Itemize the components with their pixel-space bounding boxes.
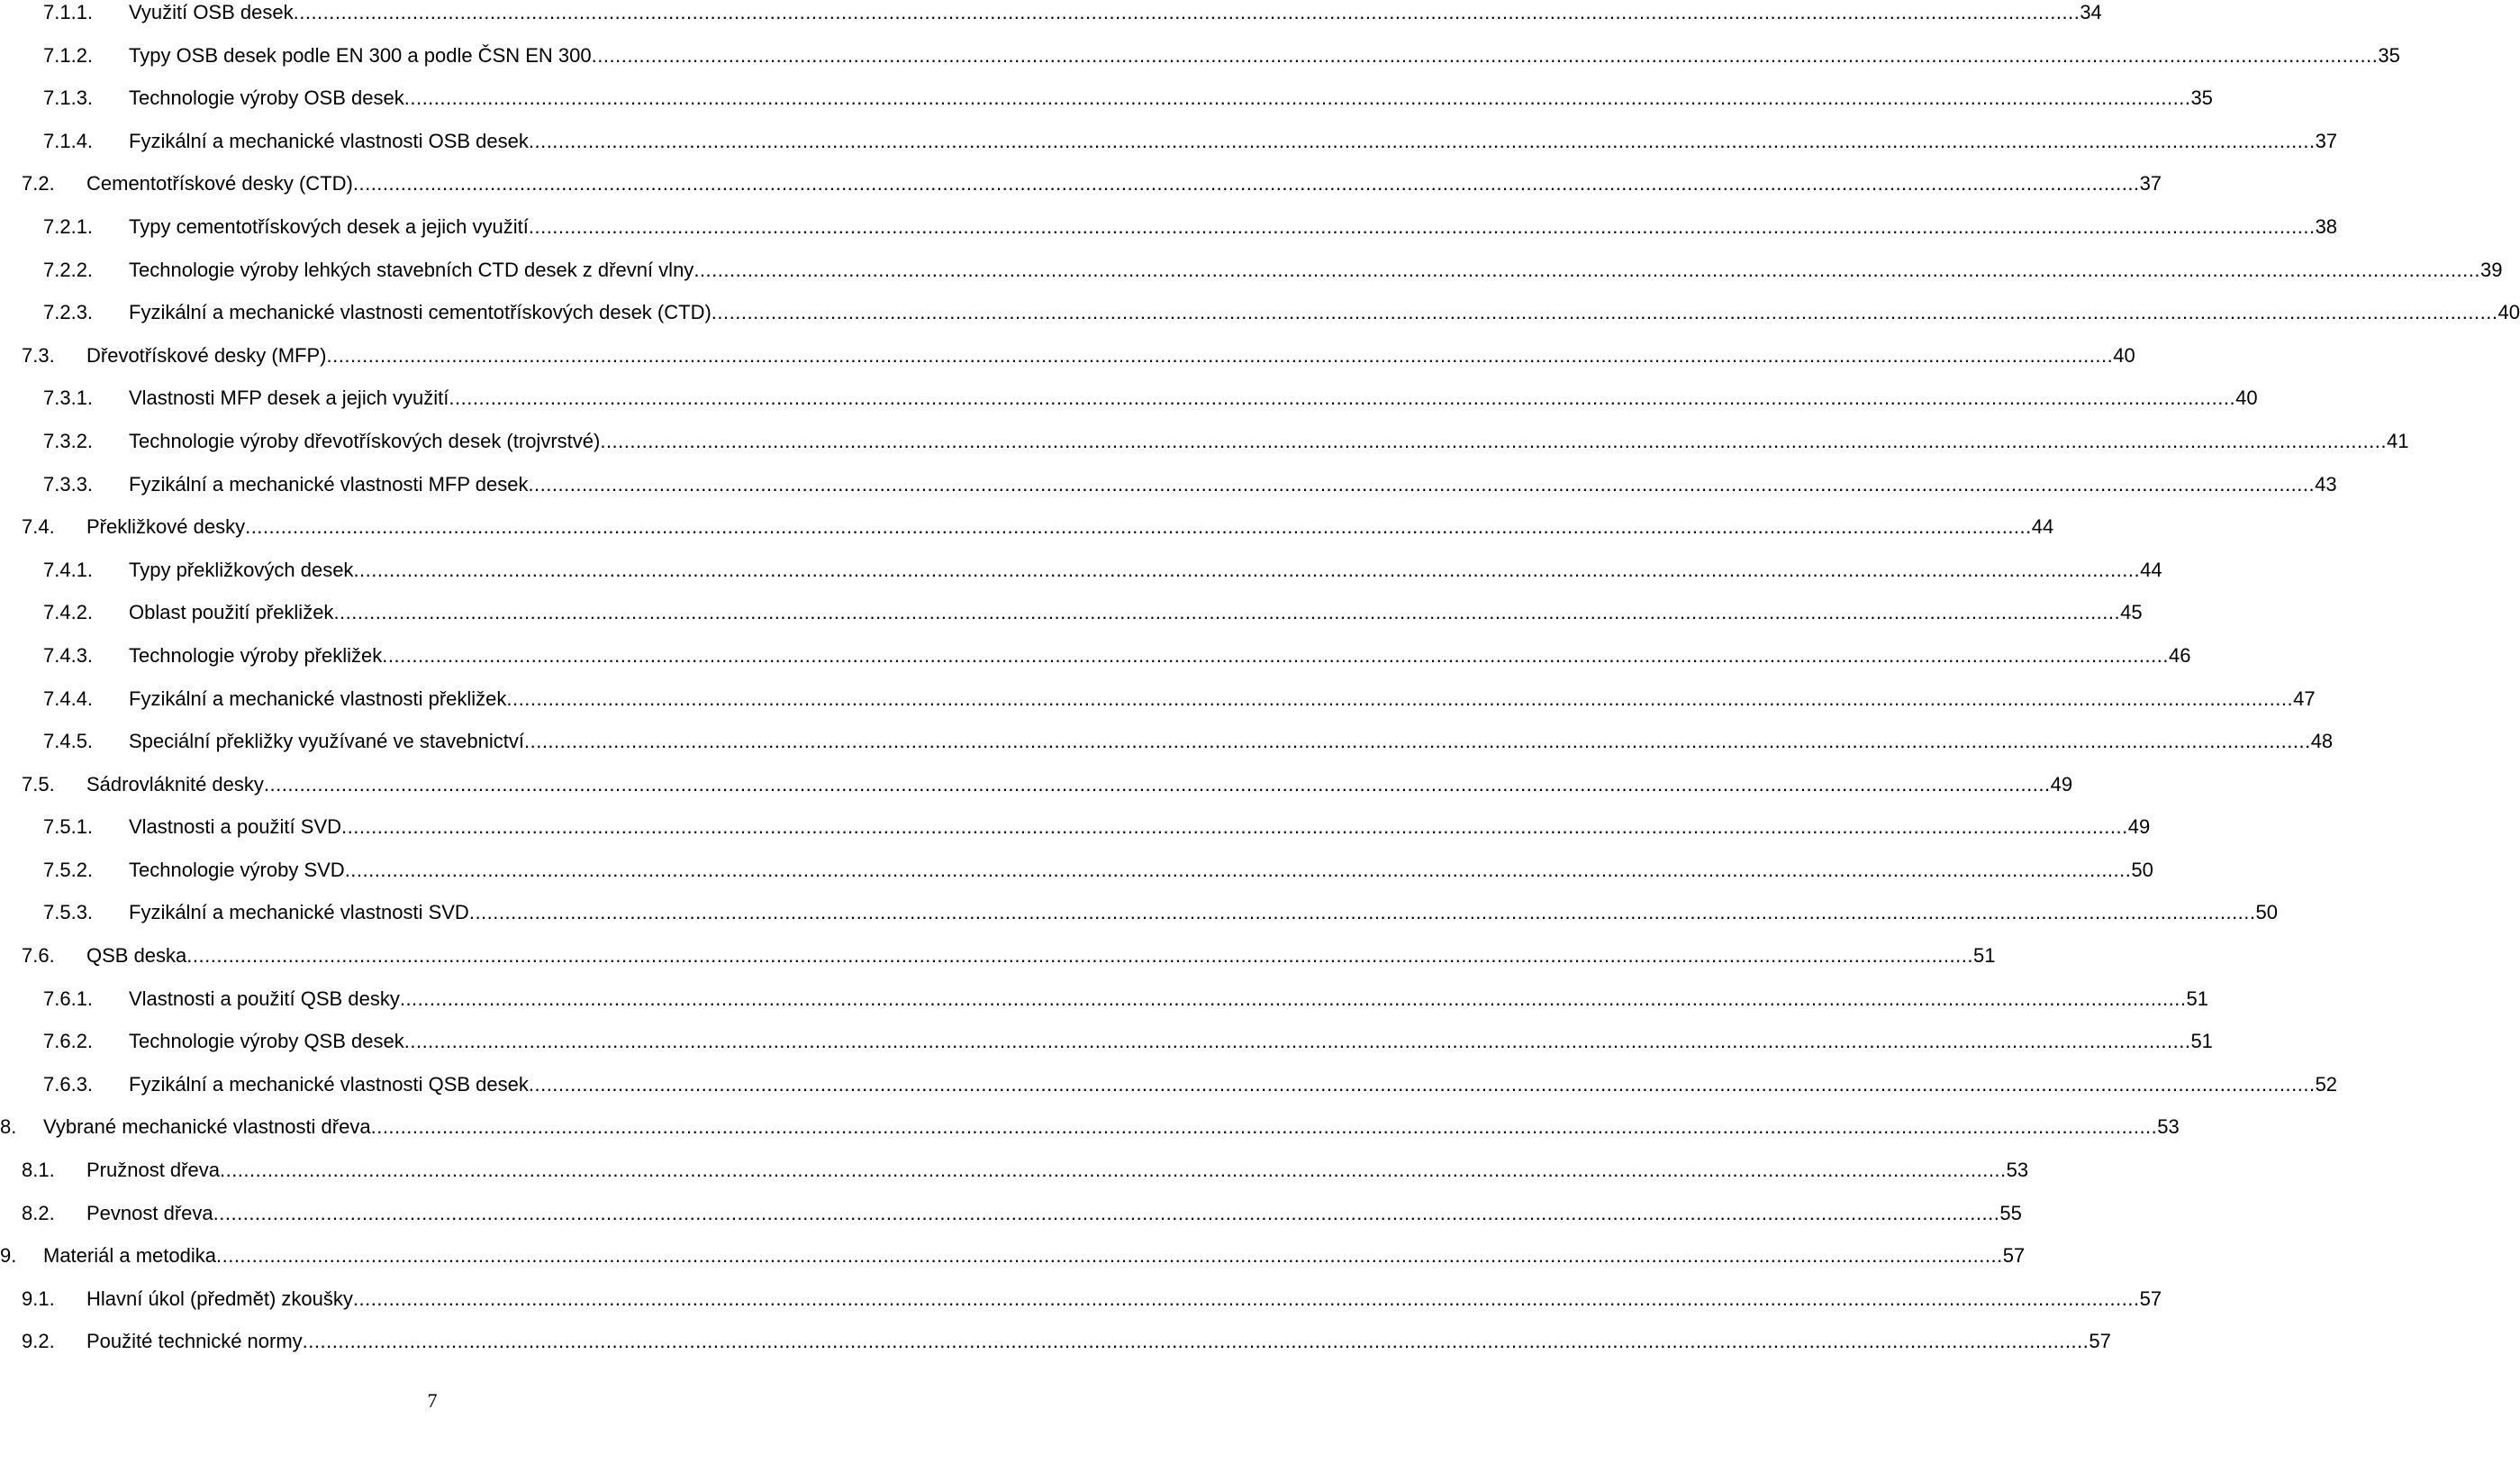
toc-entry-title: Fyzikální a mechanické vlastnosti překližek bbox=[129, 687, 507, 710]
toc-dot-leader: ............................................................................................................................................................................................................................................................................................................ bbox=[353, 558, 2141, 581]
toc-entry[interactable] bbox=[0, 978, 2209, 1021]
toc-entry-line bbox=[129, 1020, 2213, 1063]
toc-entry-number: 7.5.2. bbox=[43, 858, 94, 881]
toc-entry-line bbox=[129, 549, 2162, 592]
toc-entry-page: 57 bbox=[2139, 1287, 2162, 1310]
toc-entry-page: 40 bbox=[2497, 301, 2520, 324]
toc-entry-title: Vlastnosti MFP desek a jejich využití bbox=[129, 386, 449, 410]
toc-entry-number: 7.4.5. bbox=[43, 730, 94, 753]
toc-entry-title: QSB deska bbox=[86, 944, 187, 968]
toc-entry[interactable] bbox=[0, 1320, 2111, 1363]
toc-entry-title: Technologie výroby SVD bbox=[129, 858, 345, 881]
toc-entry[interactable] bbox=[0, 377, 2258, 420]
toc-entry-page: 39 bbox=[2480, 258, 2503, 281]
toc-entry-line bbox=[129, 591, 2143, 634]
toc-entry-line bbox=[129, 120, 2338, 163]
toc-dot-leader: ............................................................................................................................................................................................................................................................................................................ bbox=[213, 1201, 2000, 1224]
toc-entry-line bbox=[129, 291, 2520, 334]
toc-dot-leader: ............................................................................................................................................................................................................................................................................................................ bbox=[506, 687, 2294, 710]
toc-entry-page: 35 bbox=[2190, 86, 2213, 110]
toc-entry[interactable] bbox=[0, 1105, 2180, 1149]
toc-entry-title: Typy překližkových desek bbox=[129, 558, 354, 581]
toc-entry-page: 37 bbox=[2315, 129, 2338, 152]
toc-entry-line bbox=[129, 0, 2102, 34]
toc-entry-title: Dřevotřískové desky (MFP) bbox=[86, 343, 327, 367]
toc-entry-line bbox=[129, 805, 2151, 849]
toc-entry[interactable] bbox=[0, 0, 2102, 34]
toc-entry-title: Pevnost dřeva bbox=[86, 1201, 213, 1224]
toc-entry-line bbox=[129, 1063, 2338, 1106]
toc-entry-page: 35 bbox=[2378, 43, 2400, 67]
toc-entry-line bbox=[129, 720, 2334, 763]
toc-entry-number: 7.1.1. bbox=[43, 1, 94, 23]
toc-entry-title: Pružnost dřeva bbox=[86, 1159, 220, 1182]
toc-entry[interactable] bbox=[0, 249, 2503, 292]
toc-entry[interactable] bbox=[0, 463, 2337, 506]
toc-entry-number: 7.6.2. bbox=[43, 1030, 94, 1053]
toc-dot-leader: ............................................................................................................................................................................................................................................................................................................ bbox=[528, 129, 2316, 152]
toc-entry[interactable] bbox=[0, 849, 2153, 892]
toc-entry-title: Hlavní úkol (předmět) zkoušky bbox=[86, 1287, 353, 1310]
toc-entry-number: 7.6.1. bbox=[43, 987, 94, 1010]
toc-entry-page: 50 bbox=[2131, 858, 2153, 881]
toc-entry-number: 7.3. bbox=[22, 343, 55, 367]
toc-dot-leader: ............................................................................................................................................................................................................................................................................................................ bbox=[528, 1072, 2316, 1096]
toc-entry-number: 7.6.3. bbox=[43, 1072, 94, 1096]
toc-entry[interactable] bbox=[0, 77, 2213, 120]
toc-entry-page: 51 bbox=[2190, 1030, 2213, 1053]
toc-entry[interactable] bbox=[0, 1020, 2213, 1063]
toc-entry[interactable] bbox=[0, 1192, 2022, 1235]
toc-entry-line bbox=[129, 377, 2258, 420]
toc-entry-title: Fyzikální a mechanické vlastnosti QSB desek bbox=[129, 1072, 529, 1096]
toc-dot-leader: ............................................................................................................................................................................................................................................................................................................ bbox=[591, 43, 2379, 67]
toc-entry-number: 7.5. bbox=[22, 772, 55, 796]
toc-entry-page: 49 bbox=[2050, 772, 2073, 796]
toc-dot-leader: ............................................................................................................................................................................................................................................................................................................ bbox=[523, 730, 2311, 753]
toc-entry-page: 47 bbox=[2293, 687, 2316, 710]
toc-entry-number: 7.4.3. bbox=[43, 643, 94, 667]
toc-entry-line bbox=[86, 162, 2162, 205]
toc-entry-page: 48 bbox=[2310, 730, 2334, 753]
toc-dot-leader: ............................................................................................................................................................................................................................................................................................................ bbox=[403, 86, 2191, 110]
toc-entry[interactable] bbox=[0, 205, 2338, 249]
toc-entry-page: 43 bbox=[2315, 472, 2337, 496]
toc-entry-line bbox=[86, 934, 1996, 978]
toc-dot-leader: ............................................................................................................................................................................................................................................................................................................ bbox=[293, 1, 2080, 23]
toc-entry-title: Speciální překližky využívané ve stavebnictví bbox=[129, 730, 524, 753]
toc-entry-title: Vlastnosti a použití SVD bbox=[129, 815, 342, 839]
toc-dot-leader: ............................................................................................................................................................................................................................................................................................................ bbox=[352, 1287, 2140, 1310]
toc-entry-line bbox=[86, 763, 2073, 806]
toc-entry-line bbox=[129, 420, 2409, 463]
toc-entry-page: 37 bbox=[2139, 172, 2162, 196]
toc-dot-leader: ............................................................................................................................................................................................................................................................................................................ bbox=[263, 772, 2051, 796]
toc-entry-page: 51 bbox=[1972, 944, 1996, 968]
toc-entry-line bbox=[129, 205, 2338, 249]
toc-entry[interactable] bbox=[0, 934, 1996, 978]
toc-entry-line bbox=[43, 1234, 2026, 1278]
toc-entry-page: 51 bbox=[2186, 987, 2209, 1010]
toc-entry[interactable] bbox=[0, 805, 2151, 849]
toc-entry-line bbox=[129, 849, 2153, 892]
toc-entry-page: 52 bbox=[2315, 1072, 2338, 1096]
toc-entry[interactable] bbox=[0, 1234, 2026, 1278]
toc-entry-number: 7.5.3. bbox=[43, 901, 94, 924]
toc-entry-title: Využití OSB desek bbox=[129, 1, 294, 23]
toc-entry-number: 7.5.1. bbox=[43, 815, 94, 839]
toc-dot-leader: ............................................................................................................................................................................................................................................................................................................ bbox=[449, 386, 2236, 410]
toc-entry-line bbox=[129, 463, 2337, 506]
toc-entry-title: Technologie výroby lehkých stavebních CTD desek z dřevní vlny bbox=[129, 258, 694, 281]
toc-entry[interactable] bbox=[0, 334, 2135, 377]
toc-dot-leader: ............................................................................................................................................................................................................................................................................................................ bbox=[302, 1330, 2089, 1353]
toc-entry-title: Technologie výroby QSB desek bbox=[129, 1030, 404, 1053]
toc-entry[interactable] bbox=[0, 420, 2409, 463]
toc-entry[interactable] bbox=[0, 505, 2054, 549]
toc-entry-page: 40 bbox=[2113, 343, 2135, 367]
toc-entry-number: 7.2.1. bbox=[43, 214, 94, 238]
toc-entry-line bbox=[129, 891, 2279, 934]
toc-entry-number: 7.2. bbox=[22, 172, 55, 196]
toc-entry-number: 9.2. bbox=[22, 1330, 55, 1353]
toc-dot-leader: ............................................................................................................................................................................................................................................................................................................ bbox=[344, 858, 2132, 881]
toc-entry[interactable] bbox=[0, 549, 2162, 592]
toc-dot-leader: ............................................................................................................................................................................................................................................................................................................ bbox=[370, 1115, 2158, 1139]
toc-dot-leader: ............................................................................................................................................................................................................................................................................................................ bbox=[600, 429, 2388, 452]
toc-entry-page: 46 bbox=[2168, 643, 2191, 667]
toc-entry[interactable] bbox=[0, 891, 2279, 934]
toc-entry[interactable] bbox=[0, 34, 2400, 77]
toc-entry-line bbox=[129, 77, 2213, 120]
toc-entry-number: 9. bbox=[0, 1244, 17, 1268]
toc-entry-title: Překližkové desky bbox=[86, 515, 246, 539]
toc-entry-line bbox=[86, 505, 2054, 549]
toc-entry-page: 44 bbox=[2031, 515, 2054, 539]
toc-entry-title: Technologie výroby dřevotřískových desek (trojvrstvé) bbox=[129, 429, 601, 452]
toc-entry-line bbox=[86, 1192, 2022, 1235]
toc-entry-number: 7.4.1. bbox=[43, 558, 94, 581]
toc-dot-leader: ............................................................................................................................................................................................................................................................................................................ bbox=[219, 1159, 2007, 1182]
toc-entry-line bbox=[86, 1149, 2029, 1192]
toc-entry-number: 8.2. bbox=[22, 1201, 55, 1224]
toc-entry-page: 49 bbox=[2127, 815, 2151, 839]
toc-entry-page: 34 bbox=[2080, 1, 2102, 23]
toc-entry-line bbox=[86, 1320, 2111, 1363]
toc-dot-leader: ............................................................................................................................................................................................................................................................................................................ bbox=[382, 643, 2169, 667]
toc-entry[interactable] bbox=[0, 634, 2191, 677]
toc-entry-line bbox=[86, 334, 2135, 377]
toc-entry-number: 7.1.4. bbox=[43, 129, 94, 152]
toc-entry-line bbox=[129, 249, 2503, 292]
toc-entry-title: Technologie výroby překližek bbox=[129, 643, 383, 667]
toc-entry-title: Cementotřískové desky (CTD) bbox=[86, 172, 353, 196]
toc-entry-number: 7.3.1. bbox=[43, 386, 94, 410]
toc-entry[interactable] bbox=[0, 677, 2316, 721]
toc-entry[interactable] bbox=[0, 162, 2162, 205]
toc-entry-number: 9.1. bbox=[22, 1287, 55, 1310]
toc-entry-number: 8.1. bbox=[22, 1159, 55, 1182]
toc-entry[interactable] bbox=[0, 720, 2334, 763]
toc-entry-page: 38 bbox=[2315, 214, 2338, 238]
toc-entry-line bbox=[129, 634, 2191, 677]
toc-entry-page: 50 bbox=[2255, 901, 2279, 924]
toc-entry-line bbox=[129, 677, 2316, 721]
toc-entry-title: Použité technické normy bbox=[86, 1330, 303, 1353]
toc-dot-leader: ............................................................................................................................................................................................................................................................................................................ bbox=[215, 1244, 2003, 1268]
toc-entry-page: 53 bbox=[2006, 1159, 2029, 1182]
toc-entry-number: 8. bbox=[0, 1115, 17, 1139]
toc-entry-line bbox=[129, 34, 2400, 77]
toc-entry[interactable] bbox=[0, 763, 2073, 806]
toc-entry-number: 7.1.3. bbox=[43, 86, 94, 110]
toc-dot-leader: ............................................................................................................................................................................................................................................................................................................ bbox=[352, 172, 2140, 196]
toc-entry-number: 7.1.2. bbox=[43, 43, 94, 67]
toc-dot-leader: ............................................................................................................................................................................................................................................................................................................ bbox=[403, 1030, 2191, 1053]
toc-entry-page: 41 bbox=[2387, 429, 2409, 452]
toc-entry-title: Oblast použití překližek bbox=[129, 601, 334, 624]
toc-entry[interactable] bbox=[0, 1063, 2338, 1106]
toc-entry-page: 55 bbox=[1999, 1201, 2022, 1224]
toc-entry-title: Technologie výroby OSB desek bbox=[129, 86, 404, 110]
toc-entry-title: Typy cementotřískových desek a jejich využití bbox=[129, 214, 529, 238]
toc-entry[interactable] bbox=[0, 291, 2520, 334]
toc-dot-leader: ............................................................................................................................................................................................................................................................................................................ bbox=[711, 301, 2498, 324]
toc-entry[interactable] bbox=[0, 591, 2143, 634]
toc-entry-line bbox=[43, 1105, 2180, 1149]
toc-entry[interactable] bbox=[0, 120, 2338, 163]
toc-dot-leader: ............................................................................................................................................................................................................................................................................................................ bbox=[399, 987, 2187, 1010]
toc-entry-title: Fyzikální a mechanické vlastnosti OSB desek bbox=[129, 129, 529, 152]
toc-entry-page: 40 bbox=[2235, 386, 2258, 410]
toc-entry-page: 53 bbox=[2157, 1115, 2180, 1139]
toc-entry-title: Typy OSB desek podle EN 300 a podle ČSN EN 300 bbox=[129, 43, 592, 67]
toc-entry-number: 7.4. bbox=[22, 515, 55, 539]
toc-dot-leader: ............................................................................................................................................................................................................................................................................................................ bbox=[528, 214, 2316, 238]
toc-dot-leader: ............................................................................................................................................................................................................................................................................................................ bbox=[341, 815, 2128, 839]
toc-entry-title: Fyzikální a mechanické vlastnosti cementotřískových desek (CTD) bbox=[129, 301, 712, 324]
page-number: 7 bbox=[427, 1389, 438, 1412]
toc-dot-leader: ............................................................................................................................................................................................................................................................................................................ bbox=[186, 944, 1973, 968]
toc-entry-title: Vybrané mechanické vlastnosti dřeva bbox=[43, 1115, 371, 1139]
toc-entry-page: 57 bbox=[2002, 1244, 2026, 1268]
toc-entry-page: 44 bbox=[2140, 558, 2162, 581]
toc-entry-number: 7.3.3. bbox=[43, 472, 94, 496]
toc-dot-leader: ............................................................................................................................................................................................................................................................................................................ bbox=[326, 343, 2114, 367]
toc-entry-number: 7.6. bbox=[22, 944, 55, 968]
toc-entry[interactable] bbox=[0, 1149, 2029, 1192]
toc-dot-leader: ............................................................................................................................................................................................................................................................................................................ bbox=[693, 258, 2481, 281]
toc-entry-title: Vlastnosti a použití QSB desky bbox=[129, 987, 400, 1010]
toc-entry-page: 45 bbox=[2120, 601, 2143, 624]
toc-entry-number: 7.2.3. bbox=[43, 301, 94, 324]
toc-entry-number: 7.4.4. bbox=[43, 687, 94, 710]
toc-dot-leader: ............................................................................................................................................................................................................................................................................................................ bbox=[245, 515, 2032, 539]
toc-entry-page: 57 bbox=[2089, 1330, 2111, 1353]
toc-entry-title: Materiál a metodika bbox=[43, 1244, 216, 1268]
toc-dot-leader: ............................................................................................................................................................................................................................................................................................................ bbox=[528, 472, 2316, 496]
toc-dot-leader: ............................................................................................................................................................................................................................................................................................................ bbox=[468, 901, 2256, 924]
toc-dot-leader: ............................................................................................................................................................................................................................................................................................................ bbox=[333, 601, 2121, 624]
toc-entry-title: Fyzikální a mechanické vlastnosti SVD bbox=[129, 901, 469, 924]
toc-entry-number: 7.2.2. bbox=[43, 258, 94, 281]
toc-entry-title: Fyzikální a mechanické vlastnosti MFP desek bbox=[129, 472, 529, 496]
toc-entry[interactable] bbox=[0, 1278, 2162, 1321]
toc-entry-line bbox=[129, 978, 2209, 1021]
toc-entry-title: Sádrovláknité desky bbox=[86, 772, 264, 796]
toc-entry-line bbox=[86, 1278, 2162, 1321]
toc-entry-number: 7.3.2. bbox=[43, 429, 94, 452]
toc-entry-number: 7.4.2. bbox=[43, 601, 94, 624]
